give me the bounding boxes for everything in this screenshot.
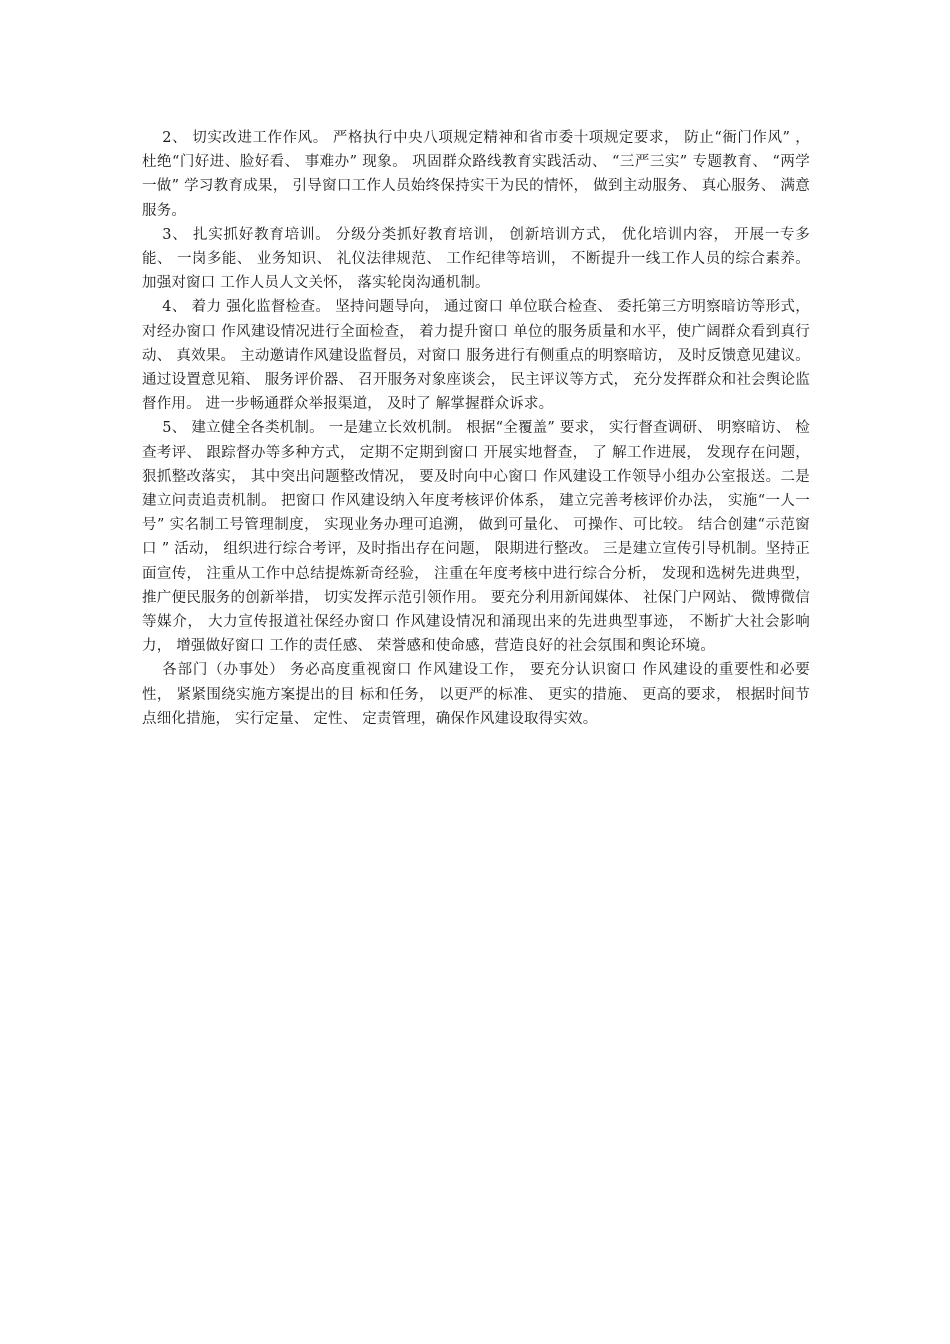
paragraph-supervision-inspection: 4、 着力 强化监督检查。 坚持问题导向， 通过窗口 单位联合检查、 委托第三方明察暗访等形式， 对经办窗口 作风建设情况进行全面检查， 着力提升窗口 单位的服务质量和水平，使广阔群众看到真行动、 真效果。 主动邀请作风建设监督员，对窗口 服务进行有侧重点的明察暗访， 及时反馈意见建议。通过设置意见箱、 服务评价器、 召开服务对象座谈会， 民主评议等方式， 充分发挥群众和社会舆论监督作用。 进一步畅通群众举报渠道， 及时了 解掌握群众诉求。 — [142, 299, 810, 413]
document-body — [142, 126, 810, 731]
paragraph-conclusion: 各部门（办事处） 务必高度重视窗口 作风建设工作， 要充分认识窗口 作风建设的重要性和必要性， 紧紧围绕实施方案提出的目 标和任务， 以更严的标准、 更实的措施、 更高的要求， 根据时间节点细化措施， 实行定量、 定性、 定责管理，确保作风建设取得实效。 — [142, 662, 810, 727]
paragraph-mechanisms: 5、 建立健全各类机制。 一是建立长效机制。 根据“全覆盖” 要求， 实行督查调研、 明察暗访、 检查考评、 跟踪督办等多种方式， 定期不定期到窗口 开展实地督查， 了 解工作进展， 发现存在问题， 狠抓整改落实， 其中突出问题整改情况， 要及时向中心窗口 作风建设工作领导小组办公室报送。二是建立问责追责机制。 把窗口 作风建设纳入年度考核评价体系， 建立完善考核评价办法， 实施“一人一号” 实名制工号管理制度， 实现业务办理可追溯， 做到可量化、 可操作、可比较。 结合创建“示范窗口 ” 活动， 组织进行综合考评，及时指出存在问题， 限期进行整改。 三是建立宣传引导机制。坚持正面宣传， 注重从工作中总结提炼新奇经验， 注重在年度考核中进行综合分析， 发现和选树先进典型， 推广便民服务的创新举措， 切实发挥示范引领作用。 要充分利用新闻媒体、 社保门户网站、 微博微信等媒介， 大力宣传报道社保经办窗口 作风建设情况和涌现出来的先进典型事迹， 不断扩大社会影响力， 增强做好窗口 工作的责任感、 荣誉感和使命感，营造良好的社会氛围和舆论环境。 — [142, 420, 810, 655]
paragraph-improve-work-style: 2、 切实改进工作作风。 严格执行中央八项规定精神和省市委十项规定要求， 防止“衙门作风” ， 杜绝“门好进、脸好看、 事难办” 现象。 巩固群众路线教育实践活动、 “三严三实” 专题教育、 “两学一做” 学习教育成果， 引导窗口工作人员始终保持实干为民的情怀， 做到主动服务、 真心服务、 满意服务。 — [142, 130, 810, 219]
paragraph-education-training: 3、 扎实抓好教育培训。 分级分类抓好教育培训， 创新培训方式， 优化培训内容， 开展一专多能、 一岗多能、 业务知识、 礼仪法律规范、 工作纪律等培训， 不断提升一线工作人员的综合素养。 加强对窗口 工作人员人文关怀， 落实轮岗沟通机制。 — [142, 226, 810, 292]
